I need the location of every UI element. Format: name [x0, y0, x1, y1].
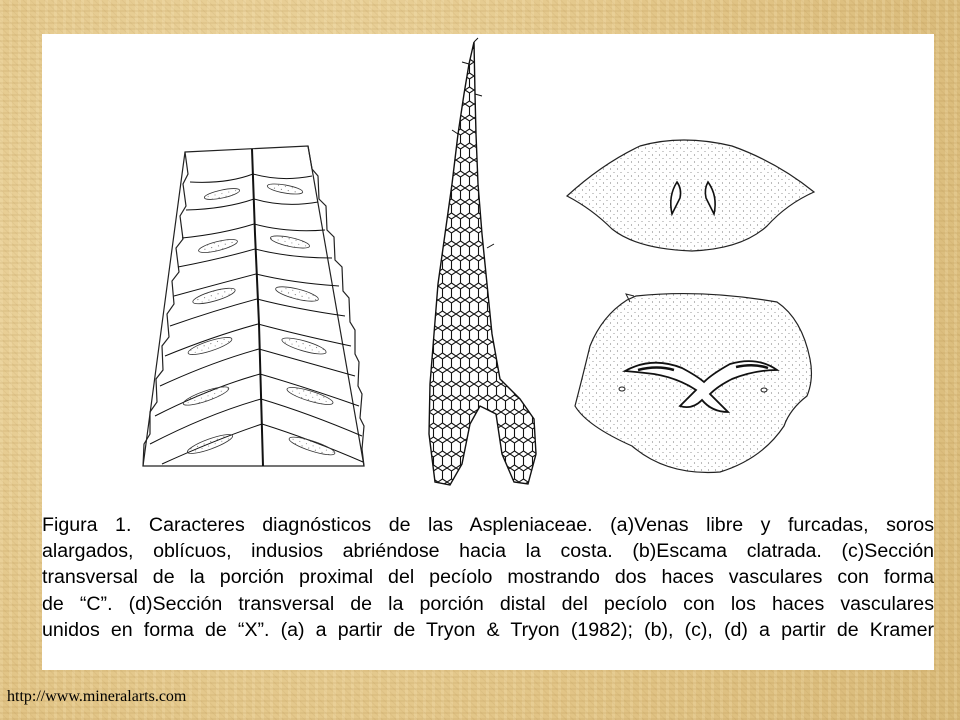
caption-line: alargados, oblícuos, indusios abriéndose hacia la costa. (b)Escama clatrada. (c)Sección [42, 540, 934, 563]
figure-panel [42, 34, 934, 670]
figure-illustration [42, 34, 934, 504]
caption-line: unidos en forma de “X”. (a) a partir de Tryon & Tryon (1982); (b), (c), (d) a partir de Kramer [42, 618, 934, 641]
clathrate-scale-drawing [429, 38, 536, 485]
frond-venation-drawing [143, 146, 364, 466]
caption-line: de “C”. (d)Sección transversal de la porción distal del pecíolo con los haces vasculares [42, 592, 934, 615]
figure-caption [42, 512, 934, 643]
source-url: http://www.mineralarts.com [7, 688, 187, 705]
distal-petiole-section-drawing [575, 294, 811, 473]
caption-line: transversal de la porción proximal del pecíolo mostrando dos haces vasculares con forma [42, 566, 934, 589]
caption-line: Figura 1. Caracteres diagnósticos de las Aspleniaceae. (a)Venas libre y furcadas, soros [42, 514, 934, 536]
proximal-petiole-section-drawing [567, 140, 814, 251]
